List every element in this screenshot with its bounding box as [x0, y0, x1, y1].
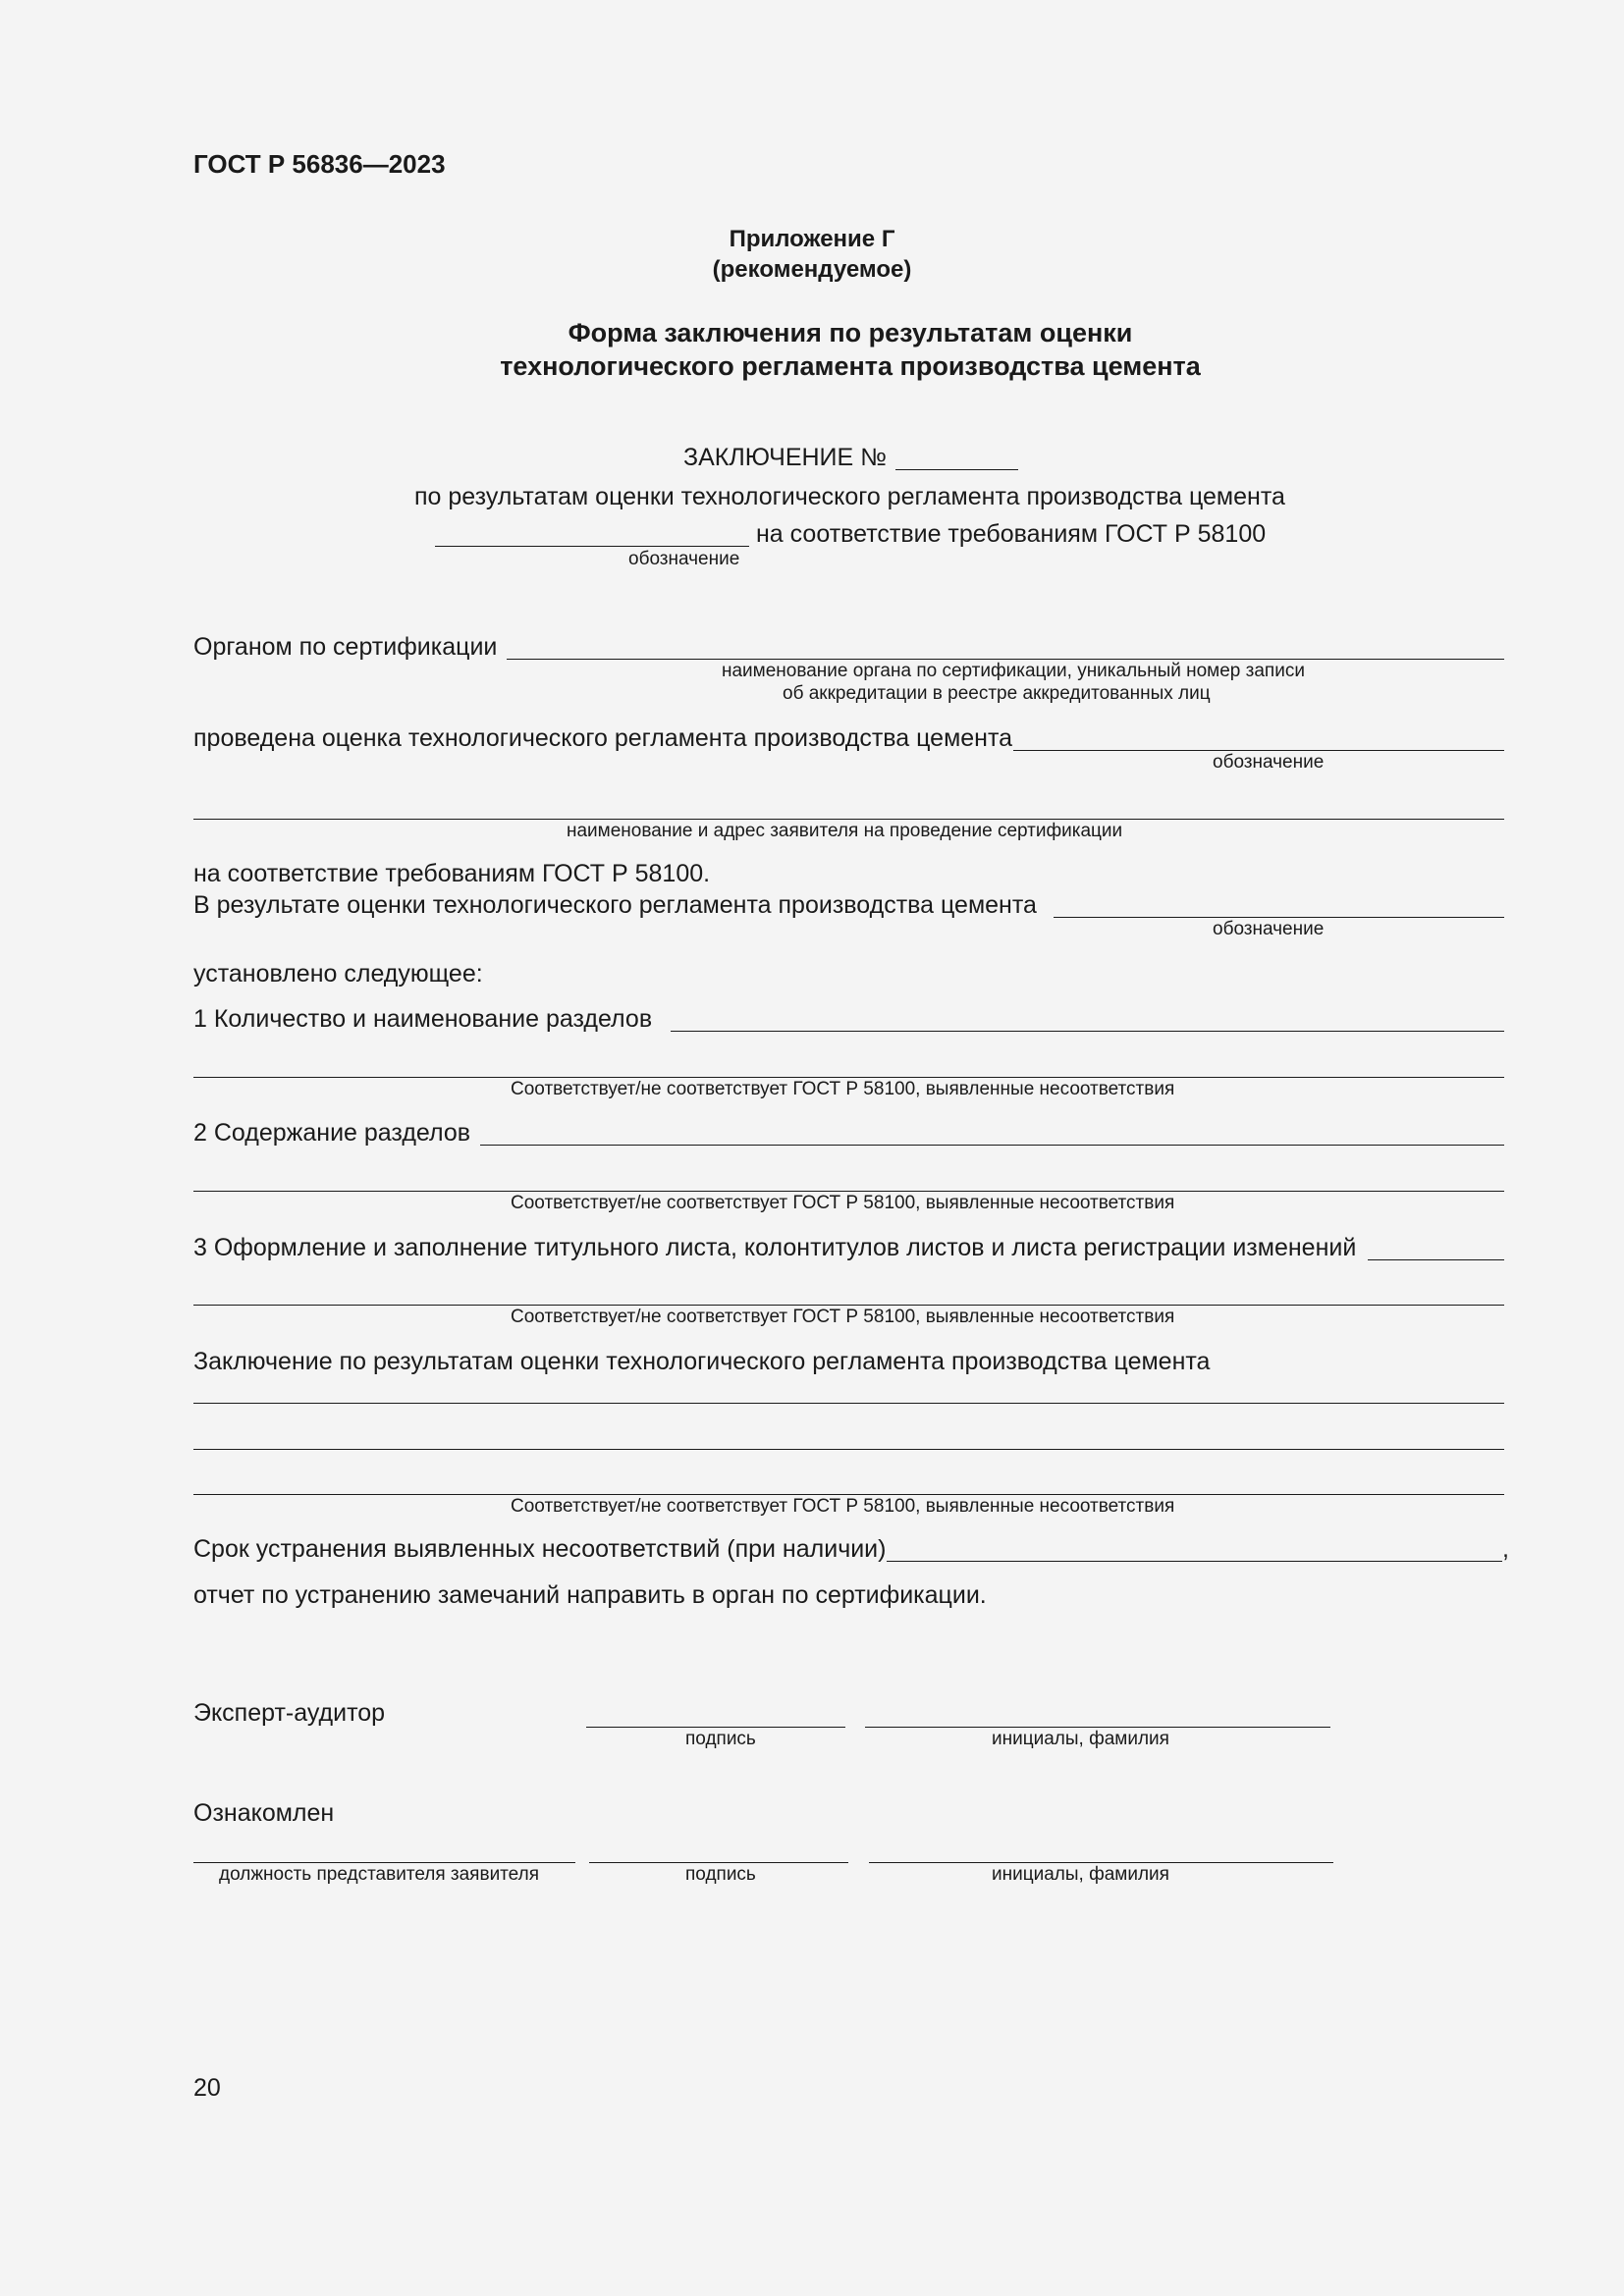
expert-auditor-label: Эксперт-аудитор — [193, 1699, 386, 1727]
assessment-text: проведена оценка технологического регламента производства цемента — [193, 724, 1013, 752]
cert-body-label: Органом по сертификации — [193, 633, 498, 661]
item-1-field[interactable] — [671, 1031, 1504, 1032]
acquainted-signature-field[interactable] — [589, 1862, 848, 1863]
conclusion-subtitle: по результатам оценки технологического регламента производства цемента — [414, 483, 1285, 510]
conclusion-number-field[interactable] — [895, 469, 1018, 470]
cert-body-caption-2: об аккредитации в реестре аккредитованных лиц — [783, 683, 1211, 704]
conclusion-conformity-text: на соответствие требованиям ГОСТ Р 58100 — [756, 520, 1267, 548]
final-conclusion-field-3[interactable] — [193, 1494, 1504, 1495]
conclusion-number-label: ЗАКЛЮЧЕНИЕ № — [683, 444, 887, 471]
item-1-label: 1 Количество и наименование разделов — [193, 1005, 653, 1033]
appendix-title: Приложение Г — [729, 226, 895, 252]
item-3-caption: Соответствует/не соответствует ГОСТ Р 58100, выявленные несоответствия — [511, 1307, 1175, 1327]
form-title-line2: технологического регламента производства цемента — [500, 351, 1201, 381]
item-3-field[interactable] — [1368, 1259, 1504, 1260]
position-caption: должность представителя заявителя — [219, 1864, 539, 1885]
final-conclusion-field-1[interactable] — [193, 1403, 1504, 1404]
deadline-label: Срок устранения выявленных несоответствий (при наличии) — [193, 1535, 887, 1563]
acquainted-name-field[interactable] — [869, 1862, 1333, 1863]
standard-designation: ГОСТ Р 56836—2023 — [193, 149, 446, 179]
result-text: В результате оценки технологического регламента производства цемента — [193, 891, 1037, 919]
expert-signature-field[interactable] — [586, 1727, 845, 1728]
item-1-caption: Соответствует/не соответствует ГОСТ Р 58100, выявленные несоответствия — [511, 1079, 1175, 1099]
applicant-field[interactable] — [193, 819, 1504, 820]
designation-field[interactable] — [435, 546, 749, 547]
item-3-label: 3 Оформление и заполнение титульного листа, колонтитулов листов и листа регистрации изменений — [193, 1234, 1357, 1261]
item-2-field[interactable] — [480, 1145, 1504, 1146]
assessment-designation-caption: обозначение — [1213, 752, 1325, 773]
result-designation-caption: обозначение — [1213, 919, 1325, 939]
expert-name-caption: инициалы, фамилия — [992, 1729, 1169, 1749]
result-designation-field[interactable] — [1054, 917, 1504, 918]
acquainted-signature-caption: подпись — [685, 1864, 756, 1885]
report-text: отчет по устранению замечаний направить в орган по сертификации. — [193, 1581, 987, 1609]
final-conclusion-caption: Соответствует/не соответствует ГОСТ Р 58100, выявленные несоответствия — [511, 1496, 1175, 1517]
assessment-designation-field[interactable] — [1013, 750, 1504, 751]
form-title-line1: Форма заключения по результатам оценки — [568, 318, 1133, 347]
acquainted-label: Ознакомлен — [193, 1799, 335, 1827]
item-2-label: 2 Содержание разделов — [193, 1119, 471, 1147]
cert-body-field[interactable] — [507, 659, 1504, 660]
final-conclusion-field-2[interactable] — [193, 1449, 1504, 1450]
applicant-caption: наименование и адрес заявителя на проведение сертификации — [567, 821, 1123, 841]
designation-caption: обозначение — [628, 549, 740, 569]
item-2-caption: Соответствует/не соответствует ГОСТ Р 58100, выявленные несоответствия — [511, 1193, 1175, 1213]
page-number: 20 — [193, 2074, 221, 2102]
established-text: установлено следующее: — [193, 960, 483, 988]
expert-name-field[interactable] — [865, 1727, 1330, 1728]
conformity-line: на соответствие требованиям ГОСТ Р 58100. — [193, 860, 711, 887]
item-2-field-2[interactable] — [193, 1191, 1504, 1192]
acquainted-name-caption: инициалы, фамилия — [992, 1864, 1169, 1885]
item-1-field-2[interactable] — [193, 1077, 1504, 1078]
position-field[interactable] — [193, 1862, 575, 1863]
deadline-comma: , — [1502, 1535, 1509, 1563]
final-conclusion-label: Заключение по результатам оценки технологического регламента производства цемента — [193, 1348, 1211, 1375]
item-3-field-2[interactable] — [193, 1305, 1504, 1306]
deadline-field[interactable] — [887, 1561, 1502, 1562]
cert-body-caption-1: наименование органа по сертификации, уникальный номер записи — [722, 661, 1305, 681]
appendix-status: (рекомендуемое) — [712, 256, 912, 283]
expert-signature-caption: подпись — [685, 1729, 756, 1749]
